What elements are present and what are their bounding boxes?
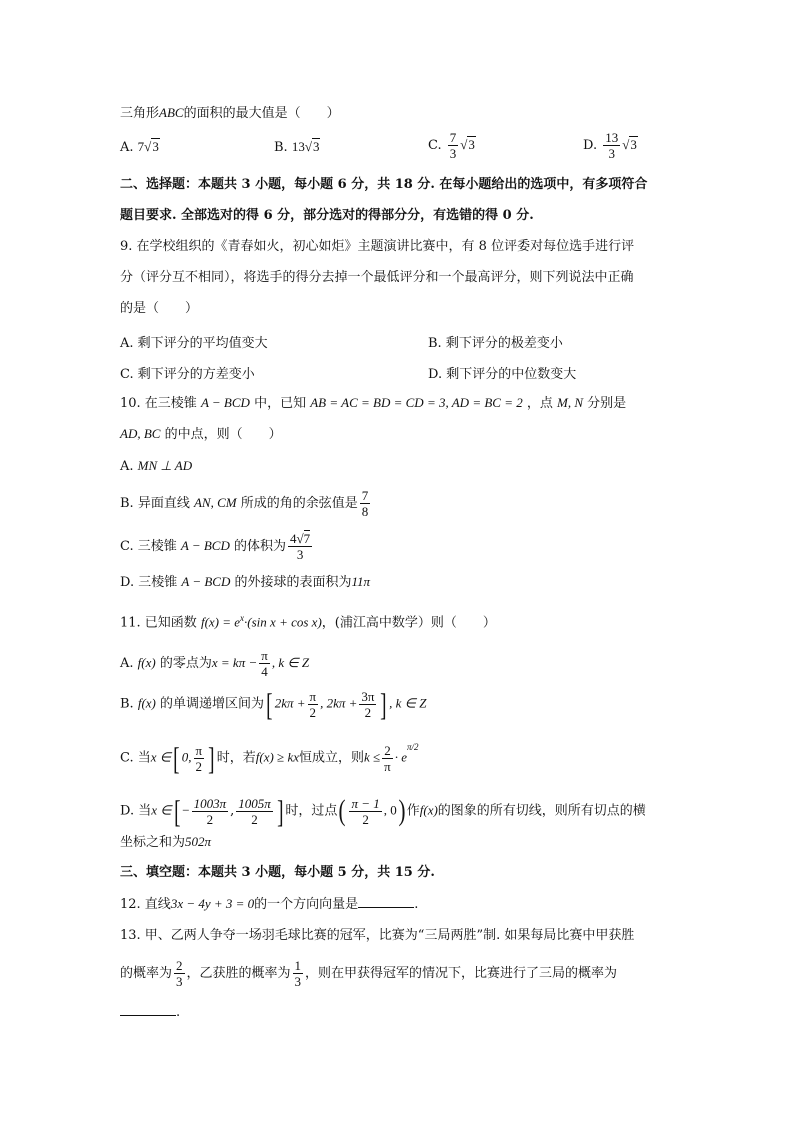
q13-answer-line: [120, 1003, 180, 1022]
q11-option-b-fraction-2: [359, 689, 376, 720]
numerator: π − 1: [351, 795, 380, 811]
q10-text: 中，已知: [254, 396, 307, 411]
q11-option-c-fraction-2: [382, 743, 393, 774]
q11-text: 时，若: [216, 750, 256, 766]
q11-option-d-fraction-1: [192, 796, 229, 827]
option-label: D.: [583, 138, 598, 153]
numerator: 2: [176, 958, 183, 973]
q10-tetrahedron: A − BCD: [181, 574, 231, 589]
radicand: 7: [303, 531, 311, 546]
left-paren: (: [338, 794, 346, 827]
q10-value: 11π: [351, 574, 371, 589]
q11-math: x ∈: [150, 749, 172, 765]
q11-f: f(x): [137, 695, 156, 711]
q8-option-c-root: √3: [460, 137, 475, 152]
numerator: 3π: [361, 688, 375, 704]
q11-option-a-fraction: [259, 648, 270, 679]
q11-exponent: x: [240, 613, 245, 623]
q10-tetrahedron: A − BCD: [180, 538, 230, 553]
q11-text: 的单调递增区间为: [160, 696, 265, 712]
option-label: D. 三棱锥: [120, 575, 178, 590]
q9-stem-line2: 分（评分互不相同），将选手的得分去掉一个最低评分和一个最高评分，则下列说法中正确: [120, 270, 634, 285]
q9-option-a: A. 剩下评分的平均值变大: [120, 336, 268, 351]
numerator: π: [261, 648, 268, 663]
q11-exponent: π/2: [407, 742, 419, 753]
numerator: 1003π: [193, 795, 227, 811]
answer-blank[interactable]: [120, 1003, 176, 1016]
numerator: 2: [384, 742, 391, 758]
q11-option-d: D. 当x ∈[ − $\frac{1003\pi}{2}$ , $\frac{1005\pi}{2}$ ] 时，过点( $\frac{\pi - 1}{2}$ , 0) 作f(x)的图象的所有切线，则所有切点的横: [120, 793, 646, 829]
option-label: C. 当: [120, 750, 151, 766]
q12-period: .: [414, 897, 419, 912]
left-bracket: [: [173, 740, 180, 776]
q13-stem-line1: 13. 甲、乙两人争夺一场羽毛球比赛的冠军，比赛为“三局两胜”制. 如果每局比赛中甲获胜: [120, 928, 635, 943]
q8-text: 三角形: [120, 106, 160, 121]
q11-math: k ≤: [364, 749, 381, 765]
numerator: 1005π: [238, 795, 271, 811]
q9-option-b: B. 剩下评分的极差变小: [428, 336, 563, 351]
q10-lines: AN, CM: [193, 495, 237, 510]
section3-heading: 三、填空题：本题共 3 小题，每小题 5 分，共 15 分.: [120, 865, 435, 880]
q11-stem: [120, 609, 496, 632]
q10-tetrahedron: A − BCD: [200, 395, 250, 410]
q11-math: , k ∈ Z: [271, 655, 310, 670]
q11-option-d-line2: [120, 833, 211, 852]
section2-heading-line2: 题目要求. 全部选对的得 6 分，部分选对的得部分分，有选错的得 0 分.: [120, 208, 534, 223]
q10-text: 的中点，则（ ）: [164, 427, 282, 442]
q13-text: 的概率为: [120, 966, 173, 981]
denominator: 2: [251, 811, 258, 827]
q13-fraction-2: [293, 958, 304, 989]
numerator: π: [195, 742, 203, 758]
numerator: 7: [361, 488, 369, 503]
q10-segments: AD, BC: [120, 426, 161, 441]
q11-math: · e: [394, 749, 408, 765]
q11-math: f(x) ≥ kx: [255, 749, 299, 765]
q12-equation: 3x − 4y + 3 = 0: [170, 896, 255, 911]
q8-option-a-value: 7√3: [137, 139, 159, 154]
q8-stem: [120, 104, 340, 123]
q11-f: f(x): [419, 802, 438, 818]
q11-option-b-fraction-1: [308, 689, 319, 720]
q8-option-d: [583, 130, 638, 161]
q11-option-c-fraction-1: [194, 743, 205, 774]
option-label: A.: [120, 140, 134, 155]
q9-stem-line3: 的是（ ）: [120, 301, 199, 316]
q10-text: 所成的角的余弦值是: [240, 496, 358, 511]
q11-text: 的零点为: [159, 656, 212, 671]
q11-math: x = kπ −: [211, 655, 258, 670]
q11-text: 作: [406, 803, 420, 819]
q10-text: ，点: [526, 396, 553, 411]
q11-math: , 0: [383, 802, 397, 818]
option-label: C. 三棱锥: [120, 539, 177, 554]
option-label: C.: [428, 138, 442, 153]
q9-option-c: C. 剩下评分的方差变小: [120, 367, 255, 382]
denominator: 3: [294, 974, 302, 989]
q13-stem-line2: [120, 958, 617, 989]
q13-period: .: [176, 1005, 181, 1020]
q11-math: , 2kπ +: [320, 695, 358, 711]
q11-text: 恒成立，则: [298, 750, 364, 766]
numerator: 13: [605, 130, 619, 145]
left-bracket: [: [173, 793, 181, 829]
q11-function-rest: ·(sin x + cos x): [244, 614, 322, 630]
left-bracket: [: [266, 686, 273, 722]
numerator: 4√7: [290, 531, 311, 546]
q10-stem-line1: [120, 394, 626, 413]
q10-option-c: [120, 531, 314, 562]
q8-text-2: 的面积的最大值是（ ）: [183, 106, 340, 121]
q11-text: 的图象的所有切线，则所有切点的横: [437, 803, 646, 819]
denominator: 2: [206, 811, 214, 827]
q11-math: , k ∈ Z: [389, 695, 427, 711]
denominator: 2: [309, 704, 317, 720]
denominator: 8: [361, 504, 369, 519]
q12-text: 12. 直线: [120, 897, 171, 912]
denominator: 2: [362, 811, 369, 827]
q11-text: ，(浦江高中数学）则（ ）: [321, 615, 496, 631]
q9-option-d: D. 剩下评分的中位数变大: [428, 367, 577, 382]
q11-math: 0,: [181, 749, 192, 765]
denominator: π: [384, 758, 391, 774]
q10-option-a-math: MN ⊥ AD: [137, 458, 193, 473]
numerator: 1: [294, 958, 302, 973]
radicand: 3: [312, 139, 320, 154]
radicand: 3: [468, 137, 475, 152]
coef: 4: [290, 531, 297, 546]
right-bracket: ]: [380, 686, 387, 722]
q12-stem: [120, 895, 418, 914]
minus-sign: −: [182, 802, 190, 818]
right-paren: ): [398, 794, 406, 827]
q11-option-a: [120, 648, 309, 679]
right-bracket: ]: [208, 740, 215, 776]
q11-text: 坐标之和为: [120, 835, 186, 850]
q8-triangle: ABC: [159, 105, 184, 120]
q10-stem-line2: [120, 425, 282, 444]
option-label: B. 异面直线: [120, 496, 190, 511]
option-label: B.: [120, 696, 134, 712]
numerator: 7: [449, 130, 457, 145]
q9-stem-line1: 9. 在学校组织的《青春如火，初心如炬》主题演讲比赛中，有 8 位评委对每位选手进行评: [120, 239, 635, 254]
q8-option-c-fraction: [448, 130, 459, 161]
q10-condition: AB = AC = BD = CD = 3, AD = BC = 2: [310, 395, 523, 410]
q10-option-a: [120, 457, 192, 476]
option-label: A.: [120, 656, 134, 671]
right-bracket: ]: [276, 793, 284, 829]
q8-option-d-fraction: [603, 130, 620, 161]
radicand: 3: [630, 137, 637, 152]
q11-value: 502π: [185, 834, 212, 849]
q10-text: 的外接球的表面积为: [234, 575, 352, 590]
coef: 7: [137, 139, 145, 154]
q11-math: 2kπ +: [274, 695, 306, 711]
section2-heading-line1: 二、选择题：本题共 3 小题，每小题 6 分，共 18 分. 在每小题给出的选项中，有多项符合: [120, 177, 648, 192]
denominator: 2: [364, 704, 372, 720]
q10-option-b: [120, 488, 372, 519]
q11-option-d-fraction-3: [349, 796, 381, 827]
q11-option-b: [120, 688, 426, 720]
option-label: A.: [120, 459, 134, 474]
option-label: D. 当: [120, 803, 152, 819]
denominator: 3: [608, 146, 615, 161]
denominator: 3: [176, 974, 183, 989]
denominator: 4: [261, 664, 268, 679]
q11-text: 11. 已知函数: [120, 615, 197, 631]
q10-text: 10. 在三棱锥: [120, 396, 197, 411]
q11-option-c: [120, 742, 419, 774]
q8-option-b: [274, 139, 320, 155]
coef: 13: [291, 139, 305, 154]
q8-option-a: [120, 139, 160, 155]
q13-text: ，则在甲获得冠军的情况下，比赛进行了三局的概率为: [305, 966, 618, 981]
q11-option-d-fraction-2: [236, 796, 273, 827]
q10-text: 的体积为: [234, 539, 287, 554]
answer-blank[interactable]: [358, 895, 414, 908]
q11-f: f(x): [137, 655, 156, 670]
denominator: 3: [449, 146, 457, 161]
q10-option-d: [120, 573, 370, 592]
q10-option-b-fraction: [360, 488, 371, 519]
q11-text: 时，过点: [285, 803, 338, 819]
q13-text: ，乙获胜的概率为: [186, 966, 291, 981]
q8-option-b-value: 13√3: [291, 139, 320, 154]
q10-text: 分别是: [587, 396, 627, 411]
option-label: B.: [274, 140, 288, 155]
denominator: 3: [296, 547, 304, 562]
q11-math: x ∈: [151, 802, 172, 818]
q10-option-c-fraction: [288, 531, 312, 562]
q8-option-c: [428, 130, 476, 161]
q12-text: 的一个方向向量是: [254, 897, 359, 912]
q8-option-d-root: √3: [622, 137, 637, 152]
numerator: π: [309, 688, 317, 704]
q13-fraction-1: [174, 958, 185, 989]
q11-function: f(x) = e: [200, 614, 241, 630]
radicand: 3: [152, 139, 159, 154]
q10-points: M, N: [557, 395, 584, 410]
denominator: 2: [195, 758, 203, 774]
